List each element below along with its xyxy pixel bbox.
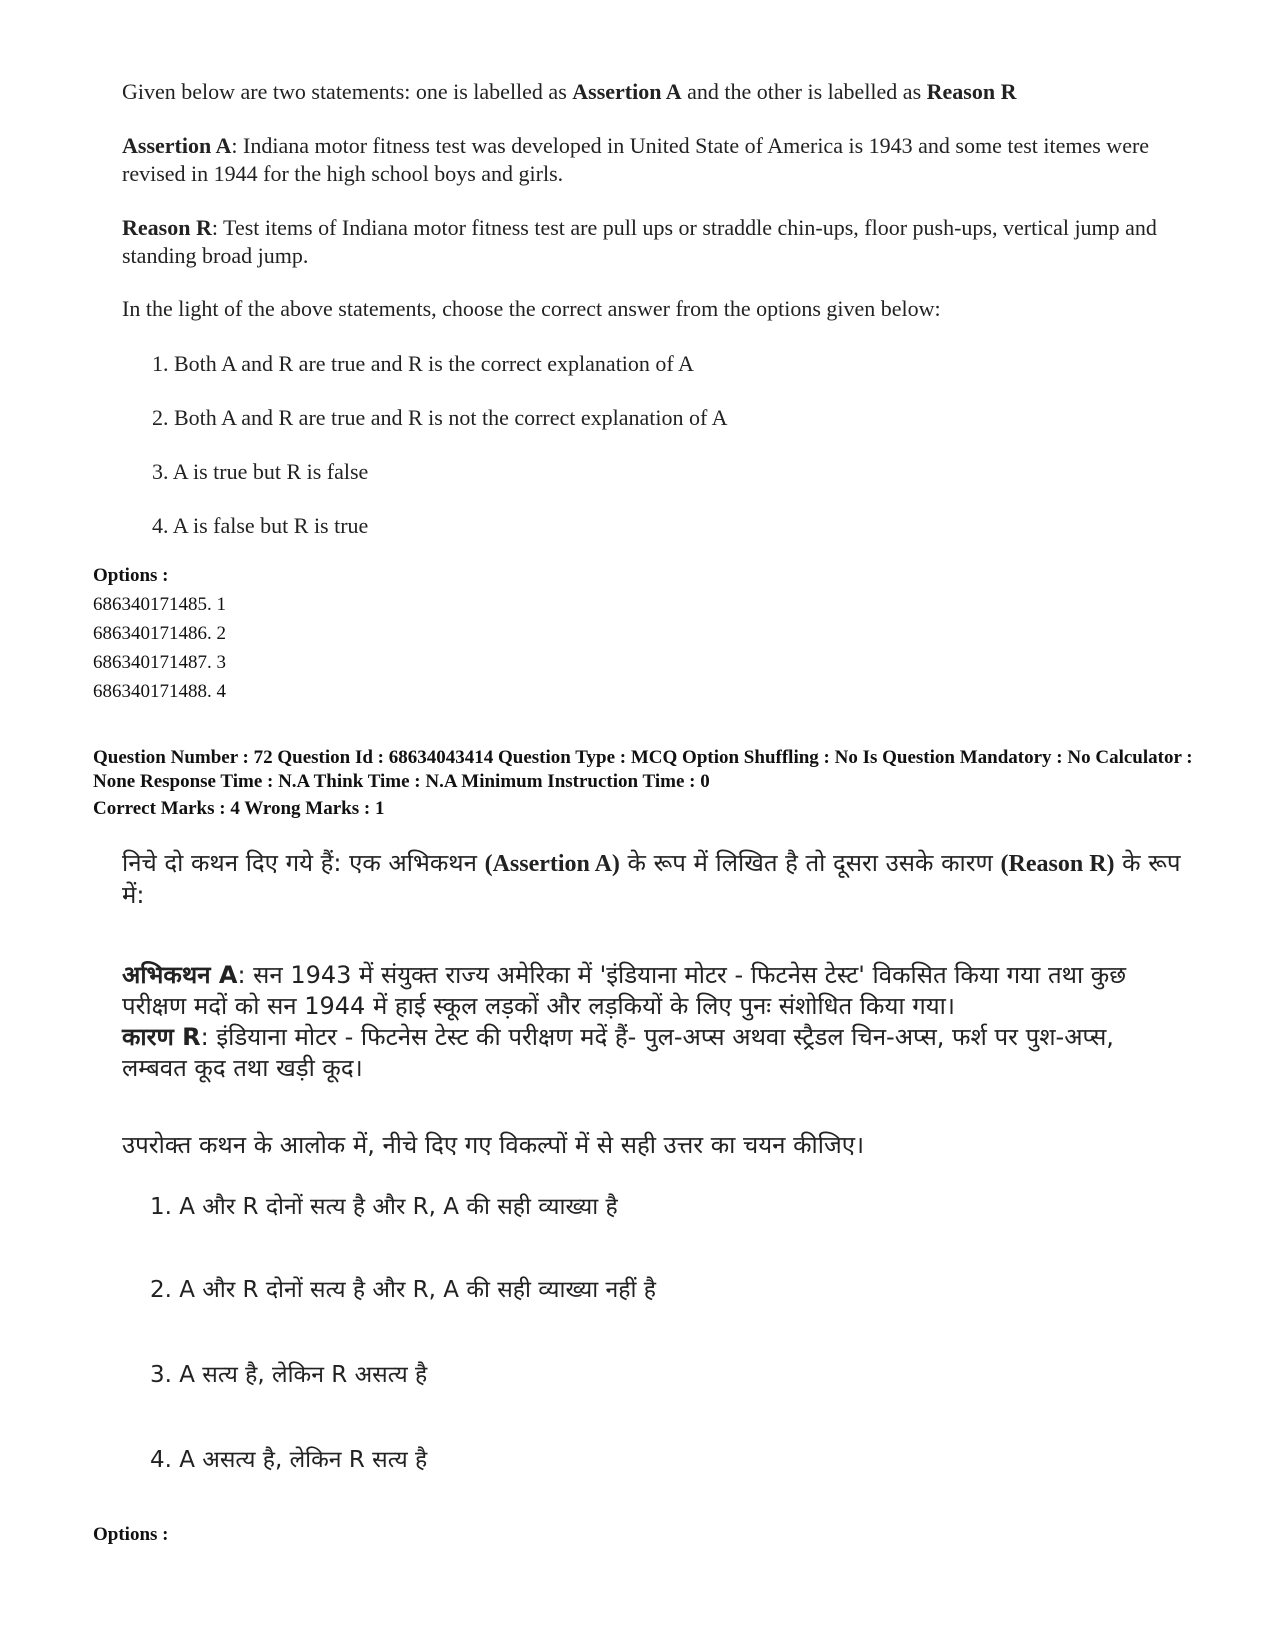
choice-4: 4. A is false but R is true	[152, 513, 369, 538]
assertion-statement	[122, 132, 1182, 188]
hindi-intro-text: निचे दो कथन दिए गये हैं: एक अभिकथन	[122, 849, 485, 877]
hindi-intro-post: के रूप में:	[122, 849, 1181, 909]
question-intro	[122, 78, 1182, 106]
option-id-1: 686340171485. 1	[93, 594, 226, 615]
hindi-instruction: उपरोक्त कथन के आलोक में, नीचे दिए गए विकल्पों में से सही उत्तर का चयन कीजिए।	[122, 1131, 865, 1159]
reason-label: Reason R	[122, 215, 212, 240]
choice-1: 1. Both A and R are true and R is the correct explanation of A	[152, 351, 694, 376]
question-meta: Question Number : 72 Question Id : 68634043414 Question Type : MCQ Option Shuffling : No Is Question Mandatory : No Calculator : None Response Time : N.A Think Time : N.A Minimum Instruction Time : 0	[93, 747, 1193, 792]
hindi-assertion-label: अभिकथन A	[122, 961, 238, 989]
reason-text: : Test items of Indiana motor fitness test are pull ups or straddle chin-ups, floor push-ups, vertical jump and standing broad jump.	[122, 215, 1157, 268]
hindi-reason-text: : इंडियाना मोटर - फिटनेस टेस्ट की परीक्षण मदें हैं- पुल-अप्स अथवा स्ट्रैडल चिन-अप्स, फर्श पर पुश-अप्स, लम्बवत कूद तथा खड़ी कूद।	[122, 1023, 1114, 1082]
hindi-assertion-statement	[122, 960, 1182, 1022]
question-instruction: In the light of the above statements, choose the correct answer from the options given below:	[122, 296, 941, 321]
hindi-choice-3: 3. A सत्य है, लेकिन R असत्य है	[150, 1362, 428, 1388]
hindi-reason-statement	[122, 1022, 1182, 1084]
option-id-2: 686340171486. 2	[93, 623, 226, 644]
options-heading: Options :	[93, 565, 169, 586]
hindi-choice-2: 2. A और R दोनों सत्य है और R, A की सही व्याख्या नहीं है	[150, 1277, 656, 1303]
marks-info: Correct Marks : 4 Wrong Marks : 1	[93, 798, 385, 819]
assertion-label: Assertion A	[122, 133, 232, 158]
hindi-choice-1: 1. A और R दोनों सत्य है और R, A की सही व्याख्या है	[150, 1194, 618, 1220]
options-heading-2: Options :	[93, 1524, 169, 1545]
choice-2: 2. Both A and R are true and R is not the correct explanation of A	[152, 405, 728, 430]
choice-3: 3. A is true but R is false	[152, 459, 369, 484]
intro-text: Given below are two statements: one is labelled as	[122, 79, 573, 104]
hindi-question-intro	[122, 848, 1182, 911]
hindi-reason-label: कारण R	[122, 1023, 201, 1051]
reason-statement	[122, 214, 1182, 270]
hindi-intro-assertion: (Assertion A)	[484, 851, 620, 877]
intro-mid-text: and the other is labelled as	[681, 79, 927, 104]
hindi-assertion-text: : सन 1943 में संयुक्त राज्य अमेरिका में 'इंडियाना मोटर - फिटनेस टेस्ट' विकसित किया गया तथा कुछ परीक्षण मदों को सन 1944 में हाई स्कूल लड़कों और लड़कियों के लिए पुनः संशोधित किया गया।	[122, 961, 1127, 1020]
hindi-intro-reason: (Reason R)	[1000, 851, 1115, 877]
intro-reason-label: Reason R	[926, 79, 1017, 104]
hindi-choice-4: 4. A असत्य है, लेकिन R सत्य है	[150, 1447, 428, 1473]
option-id-4: 686340171488. 4	[93, 681, 226, 702]
hindi-intro-mid: के रूप में लिखित है तो दूसरा उसके कारण	[619, 849, 1001, 877]
option-id-3: 686340171487. 3	[93, 652, 226, 673]
intro-assertion-label: Assertion A	[572, 79, 682, 104]
assertion-text: : Indiana motor fitness test was developed in United State of America is 1943 and some test itemes were revised in 1944 for the high school boys and girls.	[122, 133, 1150, 186]
